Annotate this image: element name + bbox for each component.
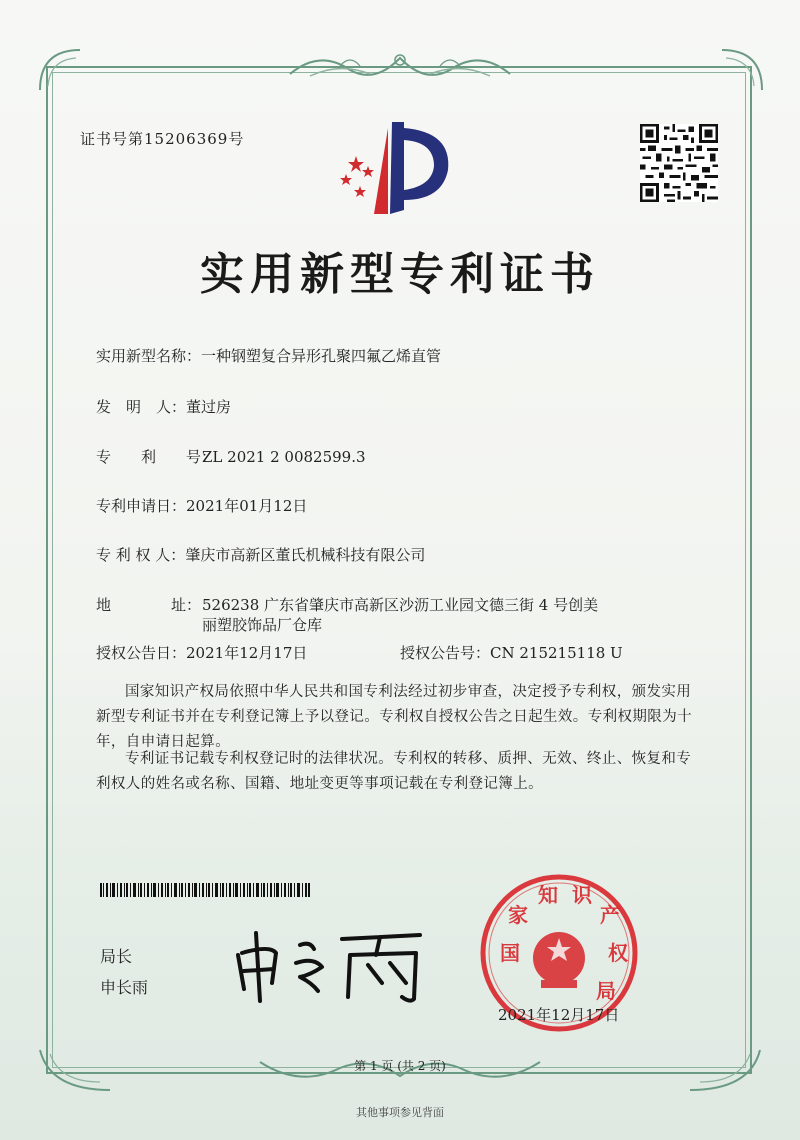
page-number: 第 1 页 (共 2 页) — [354, 1059, 446, 1073]
svg-text:局: 局 — [596, 979, 616, 1003]
svg-text:知: 知 — [538, 883, 558, 907]
grant-date-row — [96, 642, 307, 663]
utility-model-name-value: 一种钢塑复合异形孔聚四氟乙烯直管 — [201, 347, 442, 365]
address-label: 地 址： — [96, 596, 202, 614]
grant-number-label: 授权公告号： — [400, 644, 491, 662]
address-line-1: 526238 广东省肇庆市高新区沙沥工业园文德三街 4 号创美 — [202, 596, 599, 614]
inventor-row — [96, 396, 231, 417]
corner-ornament-top-left — [30, 40, 90, 100]
patentee-value: 肇庆市高新区董氏机械科技有限公司 — [185, 546, 426, 564]
top-ornament — [280, 44, 520, 86]
filing-date-value: 2021年01月12日 — [186, 497, 308, 515]
svg-text:产: 产 — [600, 903, 620, 927]
address-line-2: 丽塑胶饰品厂仓库 — [202, 616, 323, 634]
svg-text:家: 家 — [508, 903, 528, 927]
svg-text:识: 识 — [572, 883, 592, 907]
patentee-row — [96, 544, 425, 565]
svg-text:权: 权 — [608, 941, 628, 965]
paragraph-2: 专利证书记载专利权登记时的法律状况。专利权的转移、质押、无效、终止、恢复和专利权人的姓名或名称、国籍、地址变更等事项记载在专利登记簿上。 — [96, 751, 692, 792]
grant-number-row — [400, 642, 623, 663]
utility-model-name-row — [96, 345, 441, 366]
barcode — [100, 883, 310, 897]
patentee-label: 专 利 权 人： — [96, 546, 186, 564]
inventor-value: 董过房 — [186, 398, 232, 416]
patent-number-label: 专 利 号： — [96, 448, 217, 466]
qr-code — [640, 124, 718, 202]
svg-text:国: 国 — [500, 941, 520, 965]
inventor-label: 发 明 人： — [96, 398, 187, 416]
signature — [230, 925, 430, 1005]
director-title: 局长 — [100, 947, 133, 966]
grant-date-value: 2021年12月17日 — [186, 644, 308, 662]
filing-date-row — [96, 495, 307, 516]
filing-date-label: 专利申请日： — [96, 497, 187, 515]
certificate-title: 实用新型专利证书 — [200, 249, 600, 300]
seal-date: 2021年12月17日 — [498, 1006, 620, 1024]
patent-number-row — [96, 446, 366, 467]
patent-number-value: ZL 2021 2 0082599.3 — [202, 448, 366, 466]
paragraph-1: 国家知识产权局依照中华人民共和国专利法经过初步审查，决定授予专利权，颁发实用新型专利证书并在专利登记簿上予以登记。专利权自授权公告之日起生效。专利权期限为十年，自申请日起算。 — [96, 684, 692, 750]
utility-model-name-label: 实用新型名称： — [96, 347, 202, 365]
corner-ornament-top-right — [712, 40, 772, 100]
grant-date-label: 授权公告日： — [96, 644, 187, 662]
grant-number-value: CN 215215118 U — [490, 644, 623, 662]
address-row — [96, 594, 598, 615]
director-name: 申长雨 — [100, 978, 149, 997]
footer-note: 其他事项参见背面 — [356, 1106, 444, 1119]
inner-border — [52, 72, 746, 1068]
certificate-number: 证书号第15206369号 — [80, 130, 245, 148]
cnipa-logo — [330, 118, 470, 218]
